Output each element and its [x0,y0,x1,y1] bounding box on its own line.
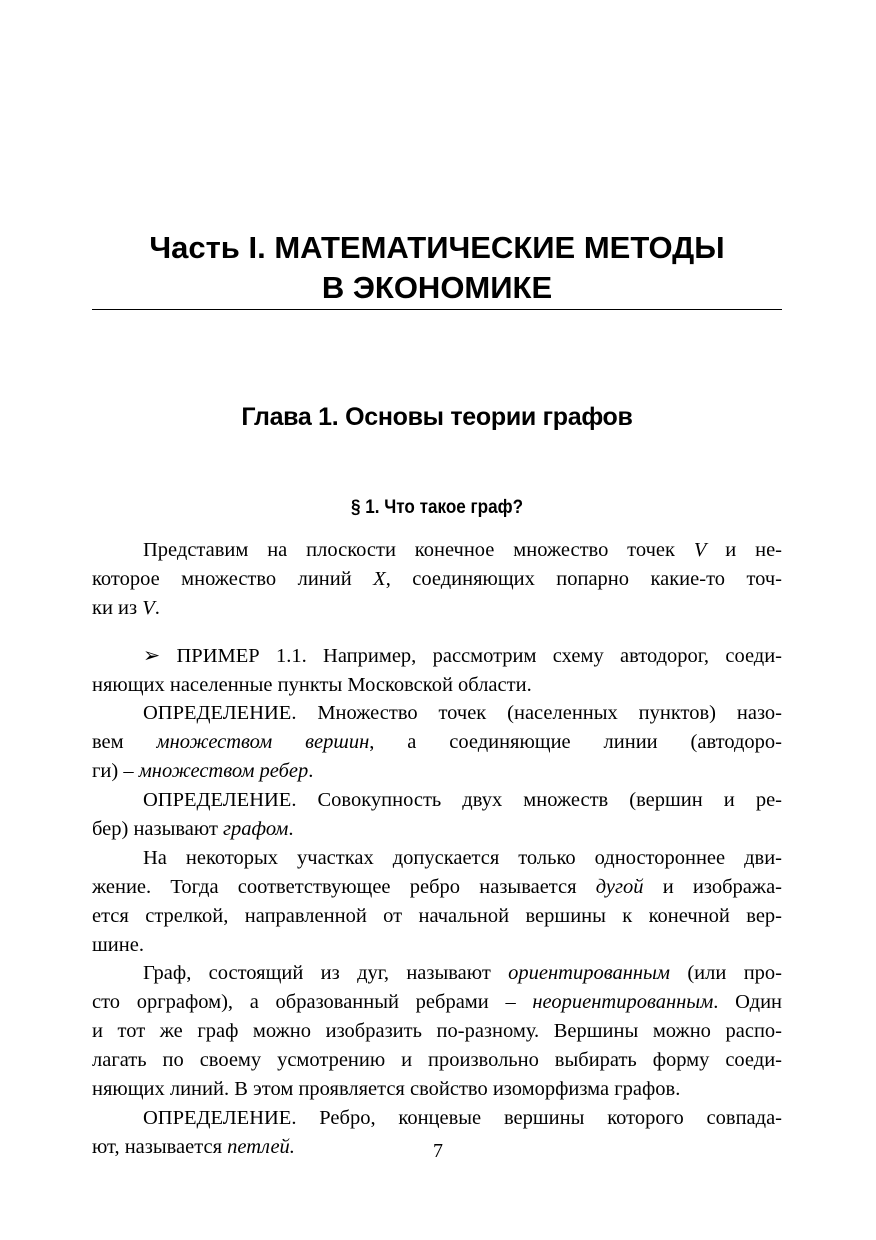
italic-term: ориентированным [508,962,671,985]
page-number: 7 [433,1140,443,1162]
text-line [92,902,782,931]
paragraph [92,959,782,1103]
italic-term: множеством вершин [156,731,370,754]
text-segment: На некоторых участках допускается только одностороннее дви- [143,846,782,869]
text-line [92,815,782,844]
part-title-line: В ЭКОНОМИКЕ [321,270,553,305]
text-line [92,1017,782,1046]
text-line [92,699,782,728]
text-line [92,536,782,565]
chapter-title: Глава 1. Основы теории графов [241,403,633,431]
text-segment: вем [92,731,157,754]
italic-term: V [142,596,155,619]
text-line [92,594,782,623]
text-segment: и не- [706,539,782,561]
text-segment: сто орграфом), а образованный ребрами – [92,991,533,1014]
text-segment: ется стрелкой, направленной от начальной вершины к конечной вер- [92,904,782,927]
text-segment: ОПРЕДЕЛЕНИЕ. Ребро, концевые вершины которого совпада- [143,1106,782,1129]
text-line [92,757,782,786]
text-line [92,931,782,960]
italic-term: неориентированным [532,991,714,1014]
part-title [92,228,782,308]
text-line [92,671,782,700]
text-segment: шине. [92,933,144,956]
text-segment: , а соединяющие линии (автодоро- [369,731,782,754]
section-title: § 1. Что такое граф? [350,497,524,518]
italic-term: графом [223,818,289,841]
part-title-line: Часть I. МАТЕМАТИЧЕСКИЕ МЕТОДЫ [149,230,725,265]
text-segment: , соединяющих попарно какие-то точ- [385,567,782,590]
text-segment: ОПРЕДЕЛЕНИЕ. Множество точек (населенных пунктов) назо- [143,702,782,725]
text-segment: и изобража- [643,875,782,898]
title-divider [92,309,782,310]
text-segment: которое множество линий [92,567,374,590]
text-line [92,1104,782,1133]
text-segment: ➢ ПРИМЕР 1.1. Например, рассмотрим схему автодорог, соеди- [143,644,782,667]
text-segment: . [154,596,160,619]
text-line [92,728,782,757]
paragraph [92,844,782,960]
text-segment: няющих линий. В этом проявляется свойство изоморфизма графов. [92,1078,681,1101]
text-segment: бер) называют [92,818,224,841]
text-line [92,786,782,815]
text-segment: няющих населенные пункты Московской области. [92,673,532,696]
text-line [92,988,782,1017]
text-line [92,873,782,902]
text-segment: ют, называется [92,1135,228,1158]
text-line [92,844,782,873]
text-line [92,959,782,988]
text-segment: жение. Тогда соответствующее ребро называется [92,875,596,898]
text-line [92,1075,782,1104]
italic-term: X [373,567,386,590]
text-segment: ги) – [92,760,139,783]
text-segment: . [288,818,294,841]
paragraph [92,642,782,700]
paragraph [92,786,782,844]
italic-term: дугой [595,875,644,898]
body-text [92,536,782,1162]
paragraph [92,699,782,786]
italic-term: петлей. [227,1135,295,1158]
text-line [92,1046,782,1075]
text-segment: Граф, состоящий из дуг, называют [143,962,509,985]
text-segment: (или про- [670,962,782,985]
text-segment: Представим на плоскости конечное множество точек [143,539,694,561]
text-line [92,565,782,594]
text-segment: лагать по своему усмотрению и произвольно выбирать форму соеди- [92,1049,782,1072]
text-segment: . [308,760,314,783]
text-segment: ки из [92,596,143,619]
italic-term: V [693,539,707,561]
text-segment: ОПРЕДЕЛЕНИЕ. Совокупность двух множеств (вершин и ре- [143,789,782,812]
text-segment: и тот же граф можно изобразить по-разному. Вершины можно распо- [92,1020,782,1043]
text-line [92,642,782,671]
italic-term: множеством ребер [138,760,309,783]
paragraph [92,536,782,623]
text-segment: . Один [713,991,783,1014]
